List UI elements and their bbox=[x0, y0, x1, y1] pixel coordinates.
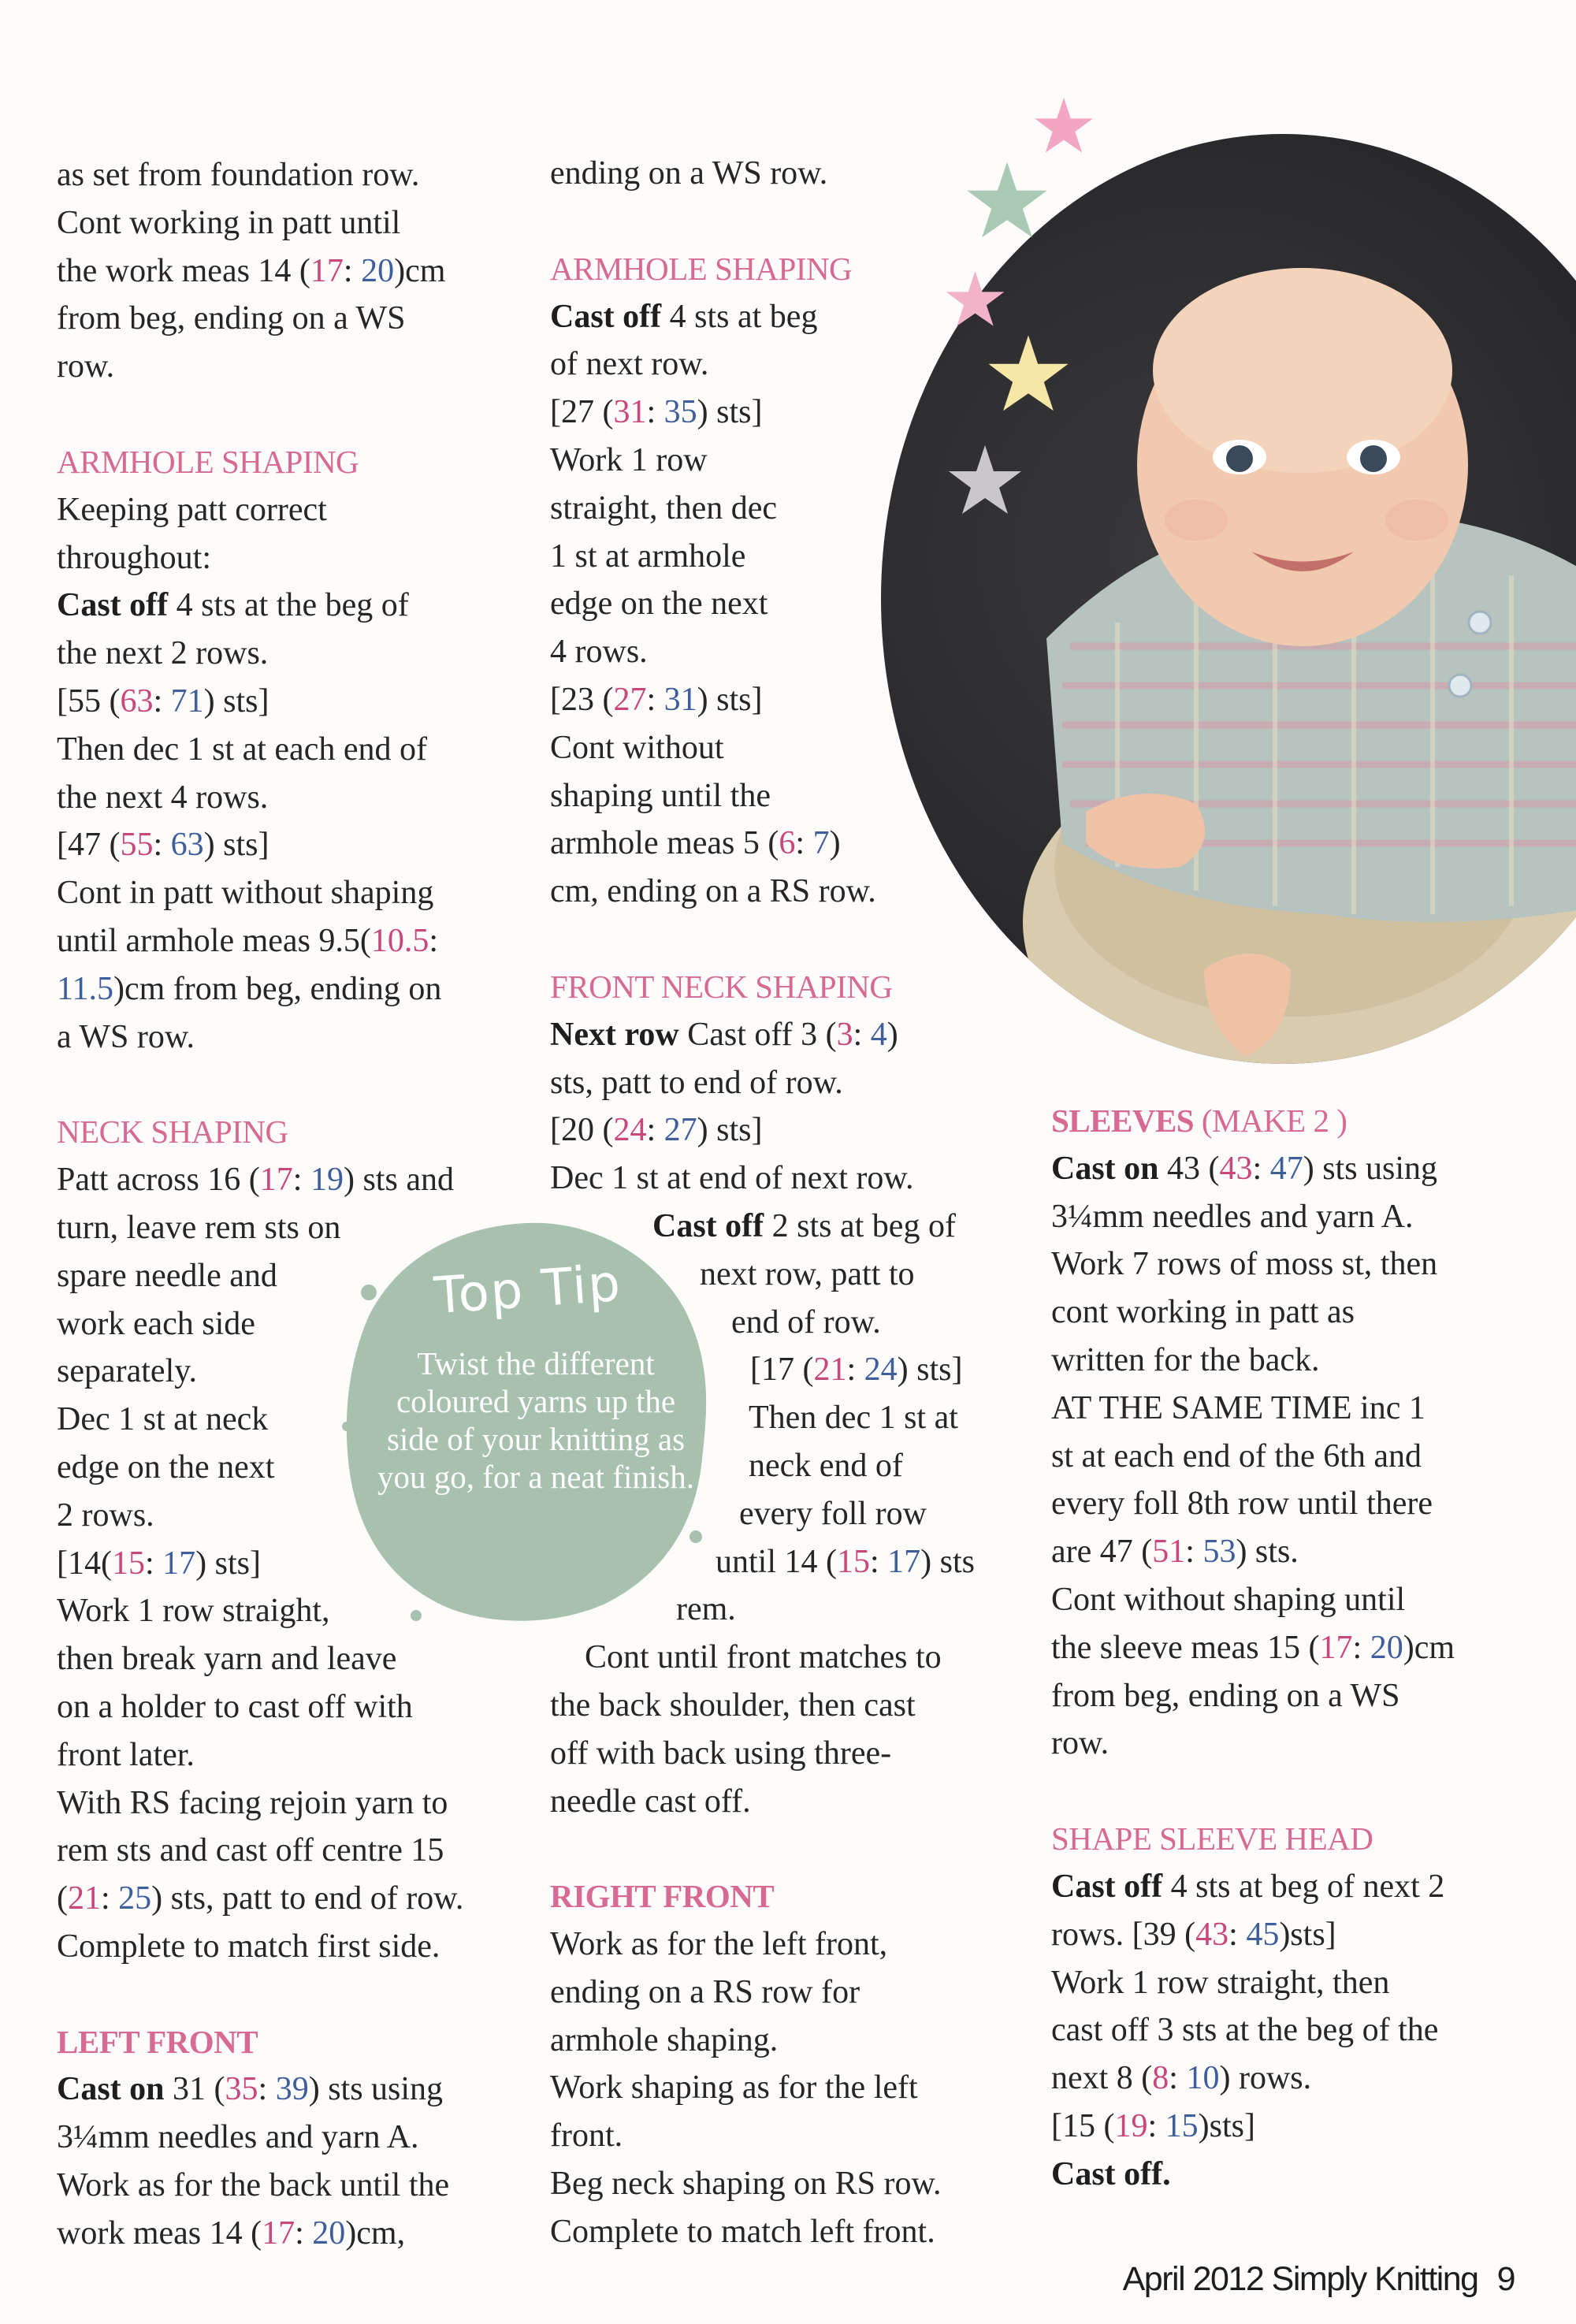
text-line: [15 (19: 15)sts] bbox=[1051, 2107, 1255, 2144]
text-line: throughout: bbox=[57, 539, 211, 576]
text-line: Keeping patt correct bbox=[57, 491, 327, 528]
text-line: [14(15: 17) sts] bbox=[57, 1545, 261, 1582]
text-line: [20 (24: 27) sts] bbox=[550, 1112, 763, 1149]
text-line: Cast on 31 (35: 39) sts using bbox=[57, 2071, 444, 2108]
text-line: then break yarn and leave bbox=[57, 1641, 397, 1678]
section-heading-front-neck: FRONT NECK SHAPING bbox=[550, 968, 893, 1005]
text-line: row. bbox=[1051, 1725, 1110, 1762]
text-line: are 47 (51: 53) sts. bbox=[1051, 1534, 1299, 1571]
text-line: sts, patt to end of row. bbox=[550, 1064, 843, 1101]
text-line: Cast off. bbox=[1051, 2155, 1171, 2192]
text-line: AT THE SAME TIME inc 1 bbox=[1051, 1389, 1425, 1426]
text-line: work meas 14 (17: 20)cm, bbox=[57, 2214, 406, 2251]
text-line: rows. [39 (43: 45)sts] bbox=[1051, 1916, 1336, 1953]
text-line: armhole shaping. bbox=[550, 2021, 779, 2058]
text-line: from beg, ending on a WS bbox=[57, 300, 406, 337]
text-line: of next row. bbox=[550, 346, 709, 383]
text-line: straight, then dec bbox=[550, 489, 778, 526]
text-line: Cont in patt without shaping bbox=[57, 875, 434, 912]
text-line: Work shaping as for the left bbox=[550, 2069, 918, 2106]
text-line: row. bbox=[57, 348, 115, 385]
text-line: next 8 (8: 10) rows. bbox=[1051, 2060, 1312, 2097]
text-line: Cast off 4 sts at beg bbox=[550, 298, 818, 335]
text-line: until 14 (15: 17) sts bbox=[716, 1543, 976, 1580]
text-line: 1 st at armhole bbox=[550, 537, 746, 574]
text-line: Cast off 4 sts at the beg of bbox=[57, 587, 409, 624]
section-heading-neck: NECK SHAPING bbox=[57, 1114, 288, 1151]
text-line: Cast off 2 sts at beg of bbox=[652, 1207, 956, 1244]
text-line: st at each end of the 6th and bbox=[1051, 1437, 1422, 1474]
text-line: Cont without shaping until bbox=[1051, 1581, 1406, 1618]
text-line: (21: 25) sts, patt to end of row. bbox=[57, 1880, 464, 1917]
text-line: [27 (31: 35) sts] bbox=[550, 394, 763, 431]
pink-star-icon bbox=[1032, 95, 1095, 158]
text-line: Work 1 row bbox=[550, 441, 708, 478]
text-line: every foll row bbox=[739, 1495, 927, 1532]
text-line: separately. bbox=[57, 1353, 198, 1390]
text-line: Next row Cast off 3 (3: 4) bbox=[550, 1016, 898, 1053]
text-line: cm, ending on a RS row. bbox=[550, 873, 876, 910]
text-line: the next 4 rows. bbox=[57, 779, 269, 816]
text-line: Patt across 16 (17: 19) sts and bbox=[57, 1162, 454, 1199]
text-line: Cont until front matches to bbox=[585, 1639, 942, 1676]
text-line: Work as for the left front, bbox=[550, 1926, 888, 1963]
text-line: a WS row. bbox=[57, 1018, 195, 1055]
text-line: end of row. bbox=[731, 1303, 881, 1340]
text-line: off with back using three- bbox=[550, 1735, 892, 1772]
text-line: the back shoulder, then cast bbox=[550, 1686, 916, 1723]
text-line: Beg neck shaping on RS row. bbox=[550, 2166, 942, 2203]
text-line: With RS facing rejoin yarn to bbox=[57, 1784, 448, 1821]
text-line: every foll 8th row until there bbox=[1051, 1486, 1433, 1523]
text-line: written for the back. bbox=[1051, 1341, 1320, 1378]
text-line: [47 (55: 63) sts] bbox=[57, 827, 269, 864]
text-line: Cast on 43 (43: 47) sts using bbox=[1051, 1150, 1438, 1187]
text-line: front later. bbox=[57, 1736, 195, 1773]
text-line: Complete to match first side. bbox=[57, 1928, 440, 1965]
text-line: the sleeve meas 15 (17: 20)cm bbox=[1051, 1629, 1455, 1666]
text-line: 2 rows. bbox=[57, 1497, 154, 1534]
text-line: ending on a RS row for bbox=[550, 1973, 860, 2010]
tip-title: Top Tip bbox=[432, 1254, 624, 1326]
text-line: armhole meas 5 (6: 7) bbox=[550, 825, 841, 862]
text-line: Cont without bbox=[550, 729, 724, 766]
text-line: needle cast off. bbox=[550, 1783, 751, 1820]
section-heading-sleeves: SLEEVES (MAKE 2 ) bbox=[1051, 1103, 1347, 1139]
text-line: edge on the next bbox=[550, 586, 768, 623]
text-line: cast off 3 sts at the beg of the bbox=[1051, 2012, 1439, 2049]
page-footer bbox=[1123, 2260, 1515, 2299]
text-line: edge on the next bbox=[57, 1448, 275, 1486]
tip-text: Twist the different coloured yarns up the side of your knitting as you go, for a neat finish. bbox=[377, 1345, 694, 1495]
text-line: Cont working in patt until bbox=[57, 204, 401, 241]
text-line: as set from foundation row. bbox=[57, 157, 420, 193]
text-line: Then dec 1 st at each end of bbox=[57, 731, 427, 768]
text-line: 11.5)cm from beg, ending on bbox=[57, 970, 442, 1007]
text-line: until armhole meas 9.5(10.5: bbox=[57, 922, 439, 959]
text-line: Dec 1 st at neck bbox=[57, 1401, 269, 1438]
text-line: Dec 1 st at end of next row. bbox=[550, 1160, 914, 1197]
text-line: 3¼mm needles and yarn A. bbox=[1051, 1198, 1414, 1235]
text-line: Work as for the back until the bbox=[57, 2167, 450, 2204]
section-heading-armhole: ARMHOLE SHAPING bbox=[57, 443, 359, 480]
text-line: the next 2 rows. bbox=[57, 635, 269, 672]
text-line: Then dec 1 st at bbox=[749, 1400, 958, 1437]
column-3 bbox=[1051, 1097, 1540, 2199]
text-line: work each side bbox=[57, 1305, 255, 1342]
text-line: 3¼mm needles and yarn A. bbox=[57, 2119, 419, 2156]
text-line: [17 (21: 24) sts] bbox=[750, 1352, 963, 1389]
text-line: turn, leave rem sts on bbox=[57, 1209, 341, 1246]
text-line: ending on a WS row. bbox=[550, 155, 828, 191]
text-line: rem. bbox=[676, 1591, 736, 1628]
text-line: on a holder to cast off with bbox=[57, 1688, 413, 1725]
column-2 bbox=[550, 150, 1023, 2256]
text-line: shaping until the bbox=[550, 777, 771, 814]
text-line: 4 rows. bbox=[550, 634, 648, 671]
section-heading-sleeve-head: SHAPE SLEEVE HEAD bbox=[1051, 1820, 1373, 1857]
text-line: rem sts and cast off centre 15 bbox=[57, 1832, 444, 1869]
text-line: Cast off 4 sts at beg of next 2 bbox=[1051, 1868, 1445, 1905]
text-line: Work 1 row straight, then bbox=[1051, 1964, 1390, 2001]
text-line: front. bbox=[550, 2118, 623, 2155]
page-number: 9 bbox=[1496, 2260, 1515, 2298]
text-line: cont working in patt as bbox=[1051, 1294, 1355, 1331]
text-line: from beg, ending on a WS bbox=[1051, 1677, 1400, 1714]
section-heading-armhole: ARMHOLE SHAPING bbox=[550, 250, 853, 287]
column-1 bbox=[57, 151, 530, 2258]
footer-issue: April 2012 Simply Knitting bbox=[1122, 2260, 1478, 2298]
text-line: [23 (27: 31) sts] bbox=[550, 681, 763, 718]
text-line: [55 (63: 71) sts] bbox=[57, 682, 269, 720]
section-heading-right-front: RIGHT FRONT bbox=[550, 1878, 775, 1915]
text-line: neck end of bbox=[749, 1447, 903, 1484]
text-line: Work 1 row straight, bbox=[57, 1593, 330, 1630]
text-line: spare needle and bbox=[57, 1257, 277, 1294]
text-line: Work 7 rows of moss st, then bbox=[1051, 1246, 1438, 1283]
text-line: Complete to match left front. bbox=[550, 2213, 935, 2250]
text-line: next row, patt to bbox=[700, 1255, 915, 1292]
text-line: the work meas 14 (17: 20)cm bbox=[57, 252, 446, 289]
section-heading-left-front: LEFT FRONT bbox=[57, 2023, 258, 2060]
